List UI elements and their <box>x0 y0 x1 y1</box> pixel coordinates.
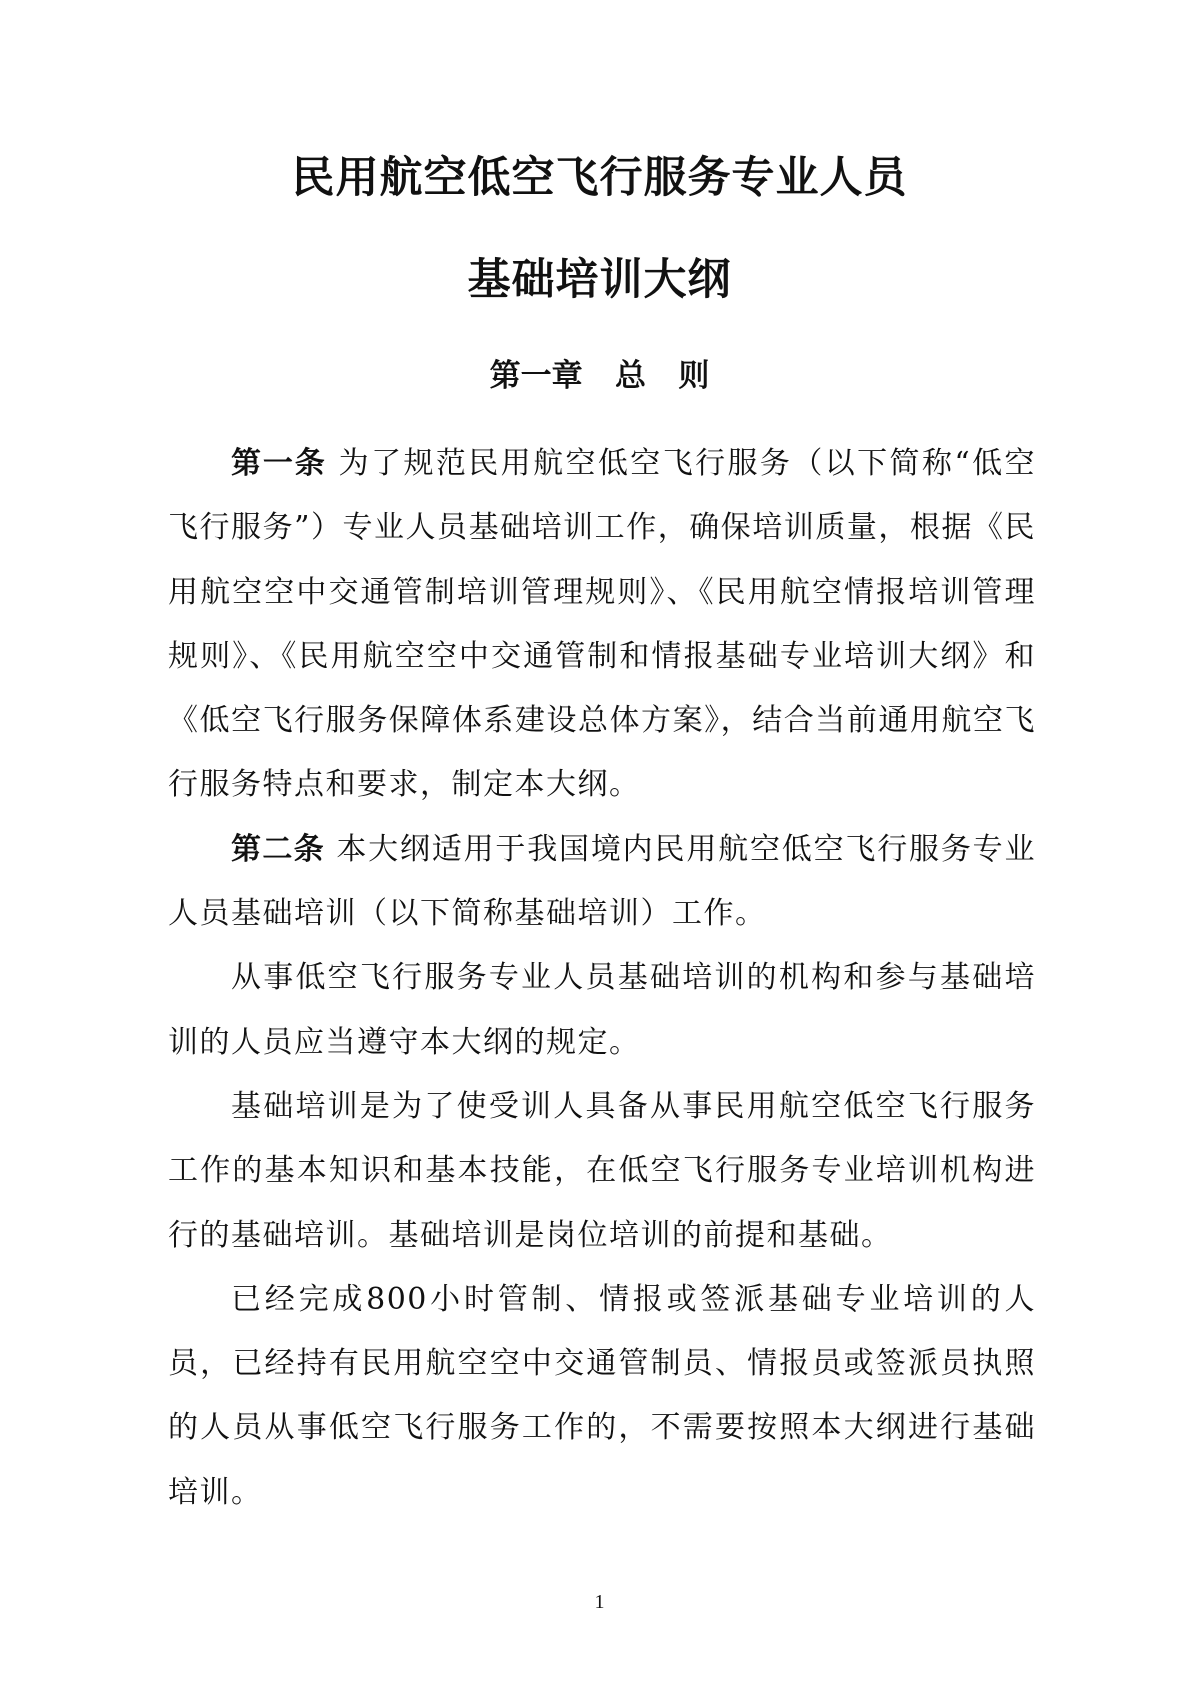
paragraph-scope <box>168 946 1036 1075</box>
article-1-paragraph <box>168 432 1036 818</box>
chapter-heading: 第一章 总 则 <box>489 358 710 394</box>
paragraph-purpose <box>168 1075 1036 1268</box>
paragraph-exemption-text: 已经完成800小时管制、情报或签派基础专业培训的人员，已经持有民用航空空中交通管制员、情报员或签派员执照的人员从事低空飞行服务工作的，不需要按照本大纲进行基础培训。 <box>168 1281 1036 1510</box>
document-title-line-1: 民用航空低空飞行服务专业人员 <box>291 153 908 203</box>
document-body <box>168 432 1036 1525</box>
article-2-paragraph <box>168 818 1036 947</box>
paragraph-exemption <box>168 1268 1036 1525</box>
paragraph-purpose-text: 基础培训是为了使受训人具备从事民用航空低空飞行服务工作的基本知识和基本技能，在低空飞行服务专业培训机构进行的基础培训。基础培训是岗位培训的前提和基础。 <box>168 1088 1036 1253</box>
paragraph-scope-text: 从事低空飞行服务专业人员基础培训的机构和参与基础培训的人员应当遵守本大纲的规定。 <box>168 960 1036 1060</box>
article-1-label: 第一条 <box>231 446 327 481</box>
article-2-text: 本大纲适用于我国境内民用航空低空飞行服务专业人员基础培训（以下简称基础培训）工作。 <box>168 831 1037 932</box>
article-2-label: 第二条 <box>231 831 325 867</box>
document-title-line-2: 基础培训大纲 <box>467 255 732 305</box>
page-number: 1 <box>594 1591 605 1613</box>
article-1-text: 为了规范民用航空低空飞行服务（以下简称“低空飞行服务”）专业人员基础培训工作，确保培训质量，根据《民用航空空中交通管制培训管理规则》、《民用航空情报培训管理规则》、《民用航空空中交通管制和情报基础专业培训大纲》和《低空飞行服务保障体系建设总体方案》，结合当前通用航空飞行服务特点和要求，制定本大纲。 <box>168 446 1037 803</box>
